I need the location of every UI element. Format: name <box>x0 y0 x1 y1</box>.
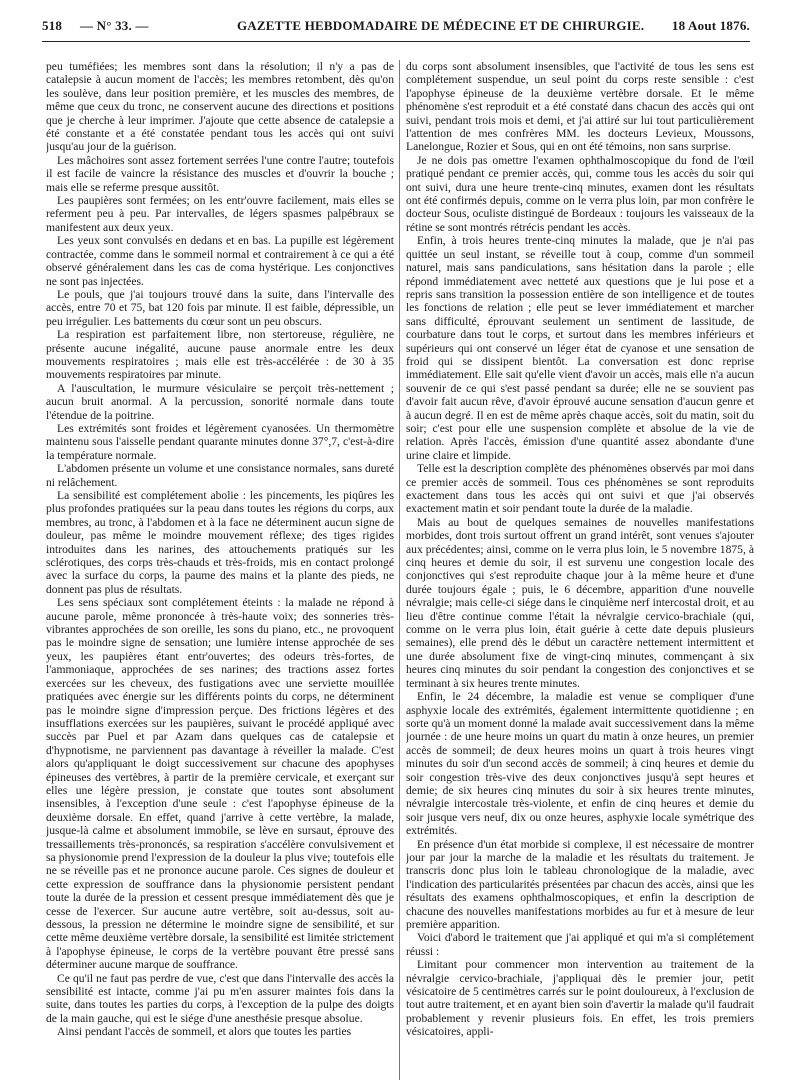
running-header <box>42 14 750 36</box>
paragraph: Les paupières sont fermées; on les entr'ouvre facilement, mais elles se referment peu à peu. Par intervalles, de légers spasmes palpébraux se manifestent aux deux yeux. <box>46 194 394 234</box>
paragraph: Le pouls, que j'ai toujours trouvé dans la suite, dans l'intervalle des accès, entre 70 et 75, bat 120 fois par minute. Il est faible, dépressible, un peu irrégulier. Les battements du cœur sont un peu obscurs. <box>46 287 394 328</box>
page-number: 518 <box>42 18 63 33</box>
column-divider <box>399 60 400 1080</box>
paragraph: En présence d'un état morbide si complexe, il est nécessaire de montrer jour par jour la marche de la maladie et les résultats du traitement. Je transcris donc plus loin le tableau chronologique de la maladie, avec l'indication des particularités présentées par chacun des accès, ainsi que les résultats des examens ophthalmoscopiques, et enfin la description de chacune des nouvelles manifestations morbides au fur et à mesure de leur première apparition. <box>406 837 754 931</box>
paragraph: Mais au bout de quelques semaines de nouvelles manifestations morbides, dont trois surtout offrent un grand intérêt, sont venues s'ajouter aux précédentes; ainsi, comme on le verra plus loin, le 5 novembre 1875, à cinq heures et demie du soir, il est survenu une congestion locale des conjonctives qui s'est reproduite chaque jour à la même heure et d'une durée toujours égale ; puis, le 6 décembre, apparition d'une nouvelle névralgie; mais celle-ci siége dans le cinquième nerf intercostal droit, et au lieu d'être continue comme l'était la névralgie cervico-brachiale (qui, comme on le verra plus loin, était guérie à cette date depuis plusieurs semaines), elle prend dès le début un caractère nettement intermittent et une durée absolument fixe de vingt-cinq minutes, commençant à six heures cinq minutes du soir pendant la congestion des conjonctives et se terminant à six heures trente minutes. <box>406 515 754 690</box>
paragraph: Ce qu'il ne faut pas perdre de vue, c'est que dans l'intervalle des accès la sensibilité est intacte, comme j'ai pu m'en assurer maintes fois dans la suite, dans toutes les parties du corps, à l'exception de la pulpe des doigts de la main gauche, qui est le siége d'une anesthésie presque absolue. <box>46 971 394 1025</box>
right-column <box>406 60 754 1080</box>
paragraph: La sensibilité est complétement abolie : les pincements, les piqûres les plus profondes pratiquées sur la peau dans toutes les régions du corps, aux membres, au tronc, à l'abdomen et à la face ne déterminent aucun signe de douleur, pas même le moindre mouvement réflexe; des tiges rigides introduites dans les narines, des attouchements pratiqués sur les sclérotiques, des corps très-chauds et très-froids, mis en contact prolongé avec la surface du corps, la paume des mains et la plante des pieds, ne donnent pas plus de résultats. <box>46 489 394 596</box>
paragraph: Limitant pour commencer mon intervention au traitement de la névralgie cervico-brachiale, j'appliquai dès le premier jour, petit vésicatoire de 5 centimètres carrés sur le point douloureux, à l'exclusion de tout autre traitement, et en ayant bien soin d'avertir la malade qu'il faudrait probablement y revenir plusieurs fois. En effet, les trois premiers vésicatoires, appli- <box>406 958 754 1039</box>
journal-title: GAZETTE HEBDOMADAIRE DE MÉDECINE ET DE CHIRURGIE. <box>237 18 645 33</box>
paragraph: Enfin, à trois heures trente-cinq minutes la malade, que je n'ai pas quittée un seul instant, se réveille tout à coup, comme d'un sommeil naturel, mais sans pandiculations, sans hésitation dans la parole ; elle répond immédiatement avec netteté aux questions que je lui pose et a repris sans transition la possession entière de son intelligence et de toutes les fonctions de relation ; elle peut se lever immédiatement et marcher sans difficulté, éprouvant seulement un sentiment de lassitude, de courbature dans tout le corps, et surtout dans les membres inférieurs et supérieurs qui ont conservé un léger état de cyanose et une sensation de froid qui se dissipent bientôt. La conversation est donc reprise immédiatement. Elle sait qu'elle vient d'avoir un accès, mais elle n'a aucun souvenir de ce qui s'est passé pendant sa durée; elle ne se souvient pas d'avoir fait aucun rêve, d'avoir éprouvé aucune sensation d'aucun genre et à aucun degré. Il en est de même après chaque accès, soit du matin, soit du soir; c'est pour elle une suspension complète et absolue de la vie de relation. Après l'accès, émission d'une quantité assez abondante d'une urine claire et limpide. <box>406 234 754 462</box>
issue-number: — N° 33. — <box>80 18 149 33</box>
header-rule <box>42 41 750 42</box>
paragraph: Les mâchoires sont assez fortement serrées l'une contre l'autre; toutefois il est facile de vaincre la résistance des muscles et d'ouvrir la bouche ; mais elle se referme presque aussitôt. <box>46 153 394 194</box>
paragraph: L'abdomen présente un volume et une consistance normales, sans dureté ni relâchement. <box>46 462 394 489</box>
paragraph: Les extrémités sont froides et légèrement cyanosées. Un thermomètre maintenu sous l'aisselle pendant quarante minutes donne 37°,7, c'est-à-dire la température normale. <box>46 421 394 462</box>
paragraph: Telle est la description complète des phénomènes observés par moi dans ce premier accès de sommeil. Tous ces phénomènes se sont reproduits exactement dans tous les accès qui ont suivi et que j'ai observés exactement matin et soir pendant toute la durée de la maladie. <box>406 462 754 516</box>
paragraph: Les sens spéciaux sont complétement éteints : la malade ne répond à aucune parole, même prononcée à très-haute voix; des sonneries très-vibrantes approchées de son oreille, les sons du piano, etc., ne provoquent pas le moindre signe de sensation; une lumière intense approchée de ses yeux, les paupières étant entr'ouvertes; des odeurs très-fortes, de l'ammoniaque, approchées de ses narines; des tractions assez fortes exercées sur les cheveux, des fustigations avec une serviette mouillée pratiquées avec énergie sur les différents points du corps, ne déterminent pas le moindre signe d'impression perçue. Des frictions légères et des insufflations exercées sur les paupières, suivant le procédé appliqué avec succès par Puel et par Azam dans quelques cas de catalepsie et d'hypnotisme, ne parviennent pas davantage à réveiller la malade. C'est alors qu'appliquant le doigt successivement sur chacune des apophyses épineuses des vertèbres, à partir de la première cervicale, et exerçant sur elles une légère pression, je constate que toutes sont absolument insensibles, à l'exception d'une seule : c'est l'apophyse épineuse de la deuxième dorsale. En effet, quand j'arrive à cette vertèbre, la malade, jusque-là calme et absolument immobile, se lève en sursaut, éprouve des tressaillements très-prononcés, sa respiration s'accélère convulsivement et sa physionomie prend l'expression de la douleur la plus vive; toutefois elle ne se réveille pas et ne prononce aucune parole. Ces signes de douleur et cette expression de souffrance dans la physionomie persistent pendant toute la durée de la pression et cessent presque immédiatement dès que je cesse de l'exercer. Sur aucune autre vertèbre, soit au-dessus, soit au-dessous, la pression ne détermine le moindre signe de sensibilité, et sur cette même deuxième vertèbre dorsale, la sensibilité est limitée strictement à l'apophyse épineuse, le corps de la vertèbre pouvant être pressé sans déterminer aucune marque de souffrance. <box>46 596 394 972</box>
paragraph: peu tuméfiées; les membres sont dans la résolution; il n'y a pas de catalepsie à aucun moment de l'accès; les membres retombent, dès qu'on les soulève, dans leur position première, et les muscles des membres, de même que ceux du tronc, ne conservent aucune des directions et positions que je cherche à leur imprimer. J'ajoute que cette absence de catalepsie a été constante et a été constatée pendant tous les accès qui ont suivi jusqu'au jour de la guérison. <box>46 60 394 154</box>
paragraph: Enfin, le 24 décembre, la maladie est venue se compliquer d'une asphyxie locale des extrémités, également intermittente quotidienne ; en sorte qu'à un moment donné la malade avait successivement dans la même journée : de une heure moins un quart du matin à onze heures, un premier accès de sommeil; de deux heures moins un quart à trois heures vingt minutes du soir d'un second accès de sommeil; à cinq heures et demie du soir congestion très-vive des deux conjonctives jusqu'à sept heures et demie; de six heures cinq minutes du soir à six heures trente minutes, névralgie intercostale très-violente, et enfin de cinq heures et demie du soir jusque vers neuf, dix ou onze heures, asphyxie locale symétrique des extrémités. <box>406 690 754 838</box>
paragraph: La respiration est parfaitement libre, non stertoreuse, régulière, ne présente aucune inégalité, aucune pause anormale entre les deux mouvements respiratoires ; mais elle est très-accélérée : de 30 à 35 mouvements respiratoires par minute. <box>46 328 394 382</box>
left-column <box>46 60 394 1080</box>
paragraph: du corps sont absolument insensibles, que l'activité de tous les sens est complétement suspendue, un seul point du corps reste sensible : c'est l'apophyse épineuse de la deuxième vertèbre dorsale. Et le même phénomène s'est reproduit et a été constaté dans chacun des accès qui ont suivi, pendant trois mois et demi, et j'ai attiré sur lui tout particulièrement l'attention de mes confrères MM. les docteurs Levieux, Moussons, Lanelongue, Rozier et Sous, qui en ont été témoins, non sans surprise. <box>406 60 754 154</box>
issue-date: 18 Aout 1876. <box>671 18 750 33</box>
paragraph: Voici d'abord le traitement que j'ai appliqué et qui m'a si complétement réussi : <box>406 931 754 958</box>
paragraph: Je ne dois pas omettre l'examen ophthalmoscopique du fond de l'œil pratiqué pendant ce premier accès, qui, comme tous les accès du soir qui ont suivi, dura une heure trente-cinq minutes, examen dont les résultats ont été confirmés depuis, comme on le verra plus loin, par mon confrère le docteur Sous, oculiste distingué de Bordeaux : toujours les vaisseaux de la rétine se sont montrés rétrécis pendant les accès. <box>406 153 754 234</box>
paragraph: Les yeux sont convulsés en dedans et en bas. La pupille est légèrement contractée, comme dans le sommeil normal et contrairement à ce qui a été observé généralement dans les cas de coma hystérique. Les conjonctives ne sont pas injectées. <box>46 234 394 288</box>
paragraph: Ainsi pendant l'accès de sommeil, et alors que toutes les parties <box>57 1025 352 1039</box>
paragraph: A l'auscultation, le murmure vésiculaire se perçoit très-nettement ; aucun bruit anormal. A la percussion, sonorité normale dans toute l'étendue de la poitrine. <box>46 381 394 422</box>
